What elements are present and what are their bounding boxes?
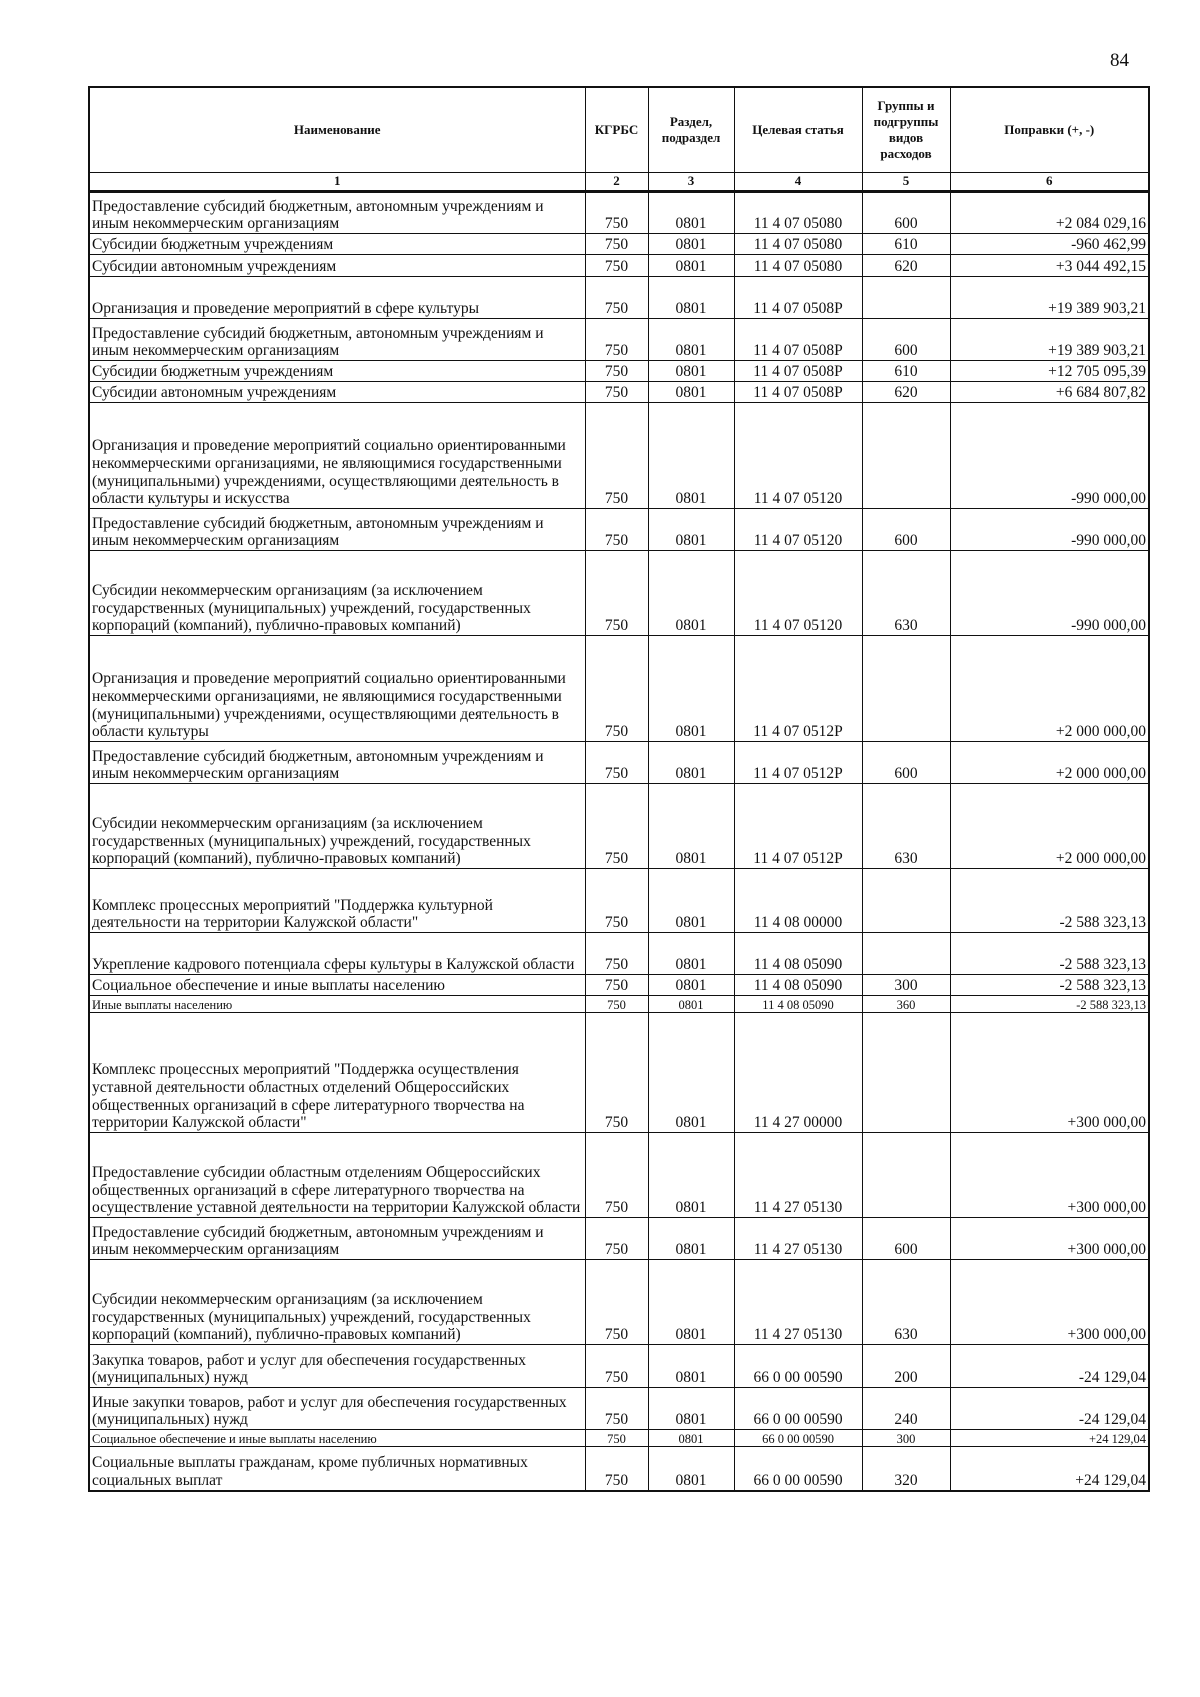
section-cell: 0801	[648, 403, 734, 509]
column-number: 3	[648, 173, 734, 192]
kgrbs-cell: 750	[585, 255, 648, 277]
amount-cell: +300 000,00	[950, 1133, 1149, 1218]
section-cell: 0801	[648, 1447, 734, 1491]
amount-cell: -990 000,00	[950, 403, 1149, 509]
row-name-cell: Субсидии бюджетным учреждениям	[89, 361, 585, 382]
table-row	[89, 636, 1149, 742]
row-name-cell: Предоставление субсидии областным отделениям Общероссийских общественных организаций в сфере литературного творчества на осуществление уставной деятельности на территории Калужской области	[89, 1133, 585, 1218]
table-row	[89, 1260, 1149, 1345]
expense-group-cell: 200	[862, 1345, 950, 1388]
section-cell: 0801	[648, 869, 734, 933]
row-name-cell: Комплекс процессных мероприятий "Поддержка осуществления уставной деятельности областных отделений Общероссийских общественных организаций в сфере литературного творчества на территории Калужской области"	[89, 1013, 585, 1133]
kgrbs-cell: 750	[585, 1388, 648, 1430]
table-row	[89, 784, 1149, 869]
amount-cell: +2 000 000,00	[950, 742, 1149, 784]
expense-group-cell	[862, 869, 950, 933]
column-number-row	[89, 173, 1149, 192]
table-row	[89, 933, 1149, 975]
target-article-cell: 66 0 00 00590	[734, 1388, 862, 1430]
kgrbs-cell: 750	[585, 742, 648, 784]
target-article-cell: 11 4 08 05090	[734, 996, 862, 1013]
table-row	[89, 382, 1149, 403]
expense-group-cell: 600	[862, 319, 950, 361]
expense-group-cell: 320	[862, 1447, 950, 1491]
amount-cell: +300 000,00	[950, 1260, 1149, 1345]
table-row	[89, 869, 1149, 933]
target-article-cell: 11 4 27 05130	[734, 1260, 862, 1345]
row-name-cell: Социальные выплаты гражданам, кроме публичных нормативных социальных выплат	[89, 1447, 585, 1491]
amount-cell: +12 705 095,39	[950, 361, 1149, 382]
expense-group-cell	[862, 403, 950, 509]
amount-cell: -24 129,04	[950, 1388, 1149, 1430]
section-cell: 0801	[648, 382, 734, 403]
kgrbs-cell: 750	[585, 1447, 648, 1491]
table-row	[89, 234, 1149, 255]
page-number: 84	[1110, 50, 1129, 71]
row-name-cell: Предоставление субсидий бюджетным, автономным учреждениям и иным некоммерческим организациям	[89, 192, 585, 234]
expense-group-cell: 600	[862, 509, 950, 551]
target-article-cell: 66 0 00 00590	[734, 1430, 862, 1447]
row-name-cell: Комплекс процессных мероприятий "Поддержка культурной деятельности на территории Калужской области"	[89, 869, 585, 933]
row-name-cell: Иные выплаты населению	[89, 996, 585, 1013]
section-cell: 0801	[648, 234, 734, 255]
row-name-cell: Субсидии некоммерческим организациям (за исключением государственных (муниципальных) учреждений, государственных корпораций (компаний), публично-правовых компаний)	[89, 784, 585, 869]
target-article-cell: 11 4 08 05090	[734, 975, 862, 996]
section-cell: 0801	[648, 509, 734, 551]
target-article-cell: 11 4 07 0508Р	[734, 361, 862, 382]
table-row	[89, 1218, 1149, 1260]
table-row	[89, 509, 1149, 551]
section-cell: 0801	[648, 784, 734, 869]
amount-cell: +2 000 000,00	[950, 636, 1149, 742]
column-number: 2	[585, 173, 648, 192]
amount-cell: -24 129,04	[950, 1345, 1149, 1388]
amount-cell: +2 000 000,00	[950, 784, 1149, 869]
amount-cell: +300 000,00	[950, 1013, 1149, 1133]
amount-cell: -2 588 323,13	[950, 933, 1149, 975]
section-cell: 0801	[648, 996, 734, 1013]
kgrbs-cell: 750	[585, 1260, 648, 1345]
target-article-cell: 66 0 00 00590	[734, 1447, 862, 1491]
amount-cell: -2 588 323,13	[950, 975, 1149, 996]
row-name-cell: Субсидии некоммерческим организациям (за исключением государственных (муниципальных) учреждений, государственных корпораций (компаний), публично-правовых компаний)	[89, 1260, 585, 1345]
kgrbs-cell: 750	[585, 361, 648, 382]
kgrbs-cell: 750	[585, 1218, 648, 1260]
kgrbs-cell: 750	[585, 636, 648, 742]
section-cell: 0801	[648, 1218, 734, 1260]
row-name-cell: Укрепление кадрового потенциала сферы культуры в Калужской области	[89, 933, 585, 975]
row-name-cell: Предоставление субсидий бюджетным, автономным учреждениям и иным некоммерческим организациям	[89, 1218, 585, 1260]
row-name-cell: Социальное обеспечение и иные выплаты населению	[89, 975, 585, 996]
section-cell: 0801	[648, 742, 734, 784]
section-cell: 0801	[648, 277, 734, 319]
kgrbs-cell: 750	[585, 509, 648, 551]
column-number: 5	[862, 173, 950, 192]
table-row	[89, 551, 1149, 636]
expense-group-cell: 300	[862, 1430, 950, 1447]
expense-group-cell: 600	[862, 742, 950, 784]
row-name-cell: Организация и проведение мероприятий социально ориентированными некоммерческими организациями, не являющимися государственными (муниципальными) учреждениями, осуществляющими деятельность в области культуры	[89, 636, 585, 742]
amount-cell: -990 000,00	[950, 509, 1149, 551]
target-article-cell: 11 4 08 00000	[734, 869, 862, 933]
row-name-cell: Предоставление субсидий бюджетным, автономным учреждениям и иным некоммерческим организациям	[89, 509, 585, 551]
kgrbs-cell: 750	[585, 975, 648, 996]
row-name-cell: Организация и проведение мероприятий в сфере культуры	[89, 277, 585, 319]
section-cell: 0801	[648, 1260, 734, 1345]
header-target: Целевая статья	[734, 87, 862, 173]
target-article-cell: 11 4 27 00000	[734, 1013, 862, 1133]
section-cell: 0801	[648, 255, 734, 277]
section-cell: 0801	[648, 636, 734, 742]
amount-cell: +3 044 492,15	[950, 255, 1149, 277]
target-article-cell: 11 4 27 05130	[734, 1133, 862, 1218]
kgrbs-cell: 750	[585, 933, 648, 975]
kgrbs-cell: 750	[585, 784, 648, 869]
expense-group-cell: 620	[862, 255, 950, 277]
section-cell: 0801	[648, 361, 734, 382]
table-row	[89, 403, 1149, 509]
expense-group-cell: 600	[862, 192, 950, 234]
table-row	[89, 192, 1149, 234]
kgrbs-cell: 750	[585, 996, 648, 1013]
table-row	[89, 1447, 1149, 1491]
expense-group-cell	[862, 933, 950, 975]
target-article-cell: 11 4 07 05120	[734, 403, 862, 509]
kgrbs-cell: 750	[585, 551, 648, 636]
row-name-cell: Социальное обеспечение и иные выплаты населению	[89, 1430, 585, 1447]
target-article-cell: 11 4 27 05130	[734, 1218, 862, 1260]
target-article-cell: 11 4 07 0512Р	[734, 636, 862, 742]
expense-group-cell: 630	[862, 551, 950, 636]
budget-amendments-table	[88, 86, 1150, 1492]
amount-cell: +6 684 807,82	[950, 382, 1149, 403]
expense-group-cell: 630	[862, 784, 950, 869]
table-body	[89, 192, 1149, 1491]
header-group: Группы и подгруппы видов расходов	[862, 87, 950, 173]
section-cell: 0801	[648, 1013, 734, 1133]
expense-group-cell: 600	[862, 1218, 950, 1260]
target-article-cell: 11 4 07 05080	[734, 192, 862, 234]
target-article-cell: 11 4 07 05120	[734, 551, 862, 636]
kgrbs-cell: 750	[585, 1430, 648, 1447]
kgrbs-cell: 750	[585, 403, 648, 509]
header-amount: Поправки (+, -)	[950, 87, 1149, 173]
header-section: Раздел, подраздел	[648, 87, 734, 173]
row-name-cell: Предоставление субсидий бюджетным, автономным учреждениям и иным некоммерческим организациям	[89, 319, 585, 361]
section-cell: 0801	[648, 1345, 734, 1388]
expense-group-cell: 240	[862, 1388, 950, 1430]
row-name-cell: Организация и проведение мероприятий социально ориентированными некоммерческими организациями, не являющимися государственными (муниципальными) учреждениями, осуществляющими деятельность в области культуры и искусства	[89, 403, 585, 509]
target-article-cell: 11 4 07 05080	[734, 234, 862, 255]
table-row	[89, 1345, 1149, 1388]
target-article-cell: 11 4 07 0508Р	[734, 382, 862, 403]
kgrbs-cell: 750	[585, 277, 648, 319]
table-row	[89, 1013, 1149, 1133]
amount-cell: -2 588 323,13	[950, 996, 1149, 1013]
kgrbs-cell: 750	[585, 319, 648, 361]
expense-group-cell: 630	[862, 1260, 950, 1345]
target-article-cell: 11 4 07 0512Р	[734, 784, 862, 869]
table-row	[89, 742, 1149, 784]
kgrbs-cell: 750	[585, 869, 648, 933]
header-name: Наименование	[89, 87, 585, 173]
amount-cell: -990 000,00	[950, 551, 1149, 636]
section-cell: 0801	[648, 1388, 734, 1430]
row-name-cell: Закупка товаров, работ и услуг для обеспечения государственных (муниципальных) нужд	[89, 1345, 585, 1388]
kgrbs-cell: 750	[585, 192, 648, 234]
amount-cell: +19 389 903,21	[950, 319, 1149, 361]
amount-cell: +2 084 029,16	[950, 192, 1149, 234]
expense-group-cell: 620	[862, 382, 950, 403]
section-cell: 0801	[648, 933, 734, 975]
kgrbs-cell: 750	[585, 1133, 648, 1218]
amount-cell: +300 000,00	[950, 1218, 1149, 1260]
column-number: 4	[734, 173, 862, 192]
section-cell: 0801	[648, 1430, 734, 1447]
row-name-cell: Субсидии некоммерческим организациям (за исключением государственных (муниципальных) учреждений, государственных корпораций (компаний), публично-правовых компаний)	[89, 551, 585, 636]
row-name-cell: Предоставление субсидий бюджетным, автономным учреждениям и иным некоммерческим организациям	[89, 742, 585, 784]
kgrbs-cell: 750	[585, 1345, 648, 1388]
target-article-cell: 66 0 00 00590	[734, 1345, 862, 1388]
target-article-cell: 11 4 07 05120	[734, 509, 862, 551]
table-row	[89, 319, 1149, 361]
section-cell: 0801	[648, 192, 734, 234]
amount-cell: +19 389 903,21	[950, 277, 1149, 319]
column-number: 1	[89, 173, 585, 192]
expense-group-cell: 610	[862, 234, 950, 255]
table-row	[89, 996, 1149, 1013]
expense-group-cell	[862, 1013, 950, 1133]
section-cell: 0801	[648, 551, 734, 636]
section-cell: 0801	[648, 1133, 734, 1218]
row-name-cell: Субсидии автономным учреждениям	[89, 255, 585, 277]
target-article-cell: 11 4 07 05080	[734, 255, 862, 277]
table-row	[89, 1133, 1149, 1218]
column-number: 6	[950, 173, 1149, 192]
row-name-cell: Субсидии бюджетным учреждениям	[89, 234, 585, 255]
target-article-cell: 11 4 07 0512Р	[734, 742, 862, 784]
amount-cell: +24 129,04	[950, 1447, 1149, 1491]
amount-cell: -960 462,99	[950, 234, 1149, 255]
expense-group-cell	[862, 1133, 950, 1218]
kgrbs-cell: 750	[585, 234, 648, 255]
section-cell: 0801	[648, 975, 734, 996]
header-kgrbs: КГРБС	[585, 87, 648, 173]
section-cell: 0801	[648, 319, 734, 361]
amount-cell: +24 129,04	[950, 1430, 1149, 1447]
expense-group-cell	[862, 636, 950, 742]
kgrbs-cell: 750	[585, 1013, 648, 1133]
kgrbs-cell: 750	[585, 382, 648, 403]
amount-cell: -2 588 323,13	[950, 869, 1149, 933]
table-row	[89, 1388, 1149, 1430]
header-row	[89, 87, 1149, 173]
expense-group-cell: 300	[862, 975, 950, 996]
table-row	[89, 277, 1149, 319]
row-name-cell: Иные закупки товаров, работ и услуг для обеспечения государственных (муниципальных) нужд	[89, 1388, 585, 1430]
table-row	[89, 1430, 1149, 1447]
target-article-cell: 11 4 07 0508Р	[734, 277, 862, 319]
expense-group-cell	[862, 277, 950, 319]
target-article-cell: 11 4 07 0508Р	[734, 319, 862, 361]
table-row	[89, 255, 1149, 277]
table-row	[89, 975, 1149, 996]
target-article-cell: 11 4 08 05090	[734, 933, 862, 975]
row-name-cell: Субсидии автономным учреждениям	[89, 382, 585, 403]
expense-group-cell: 360	[862, 996, 950, 1013]
table-row	[89, 361, 1149, 382]
expense-group-cell: 610	[862, 361, 950, 382]
